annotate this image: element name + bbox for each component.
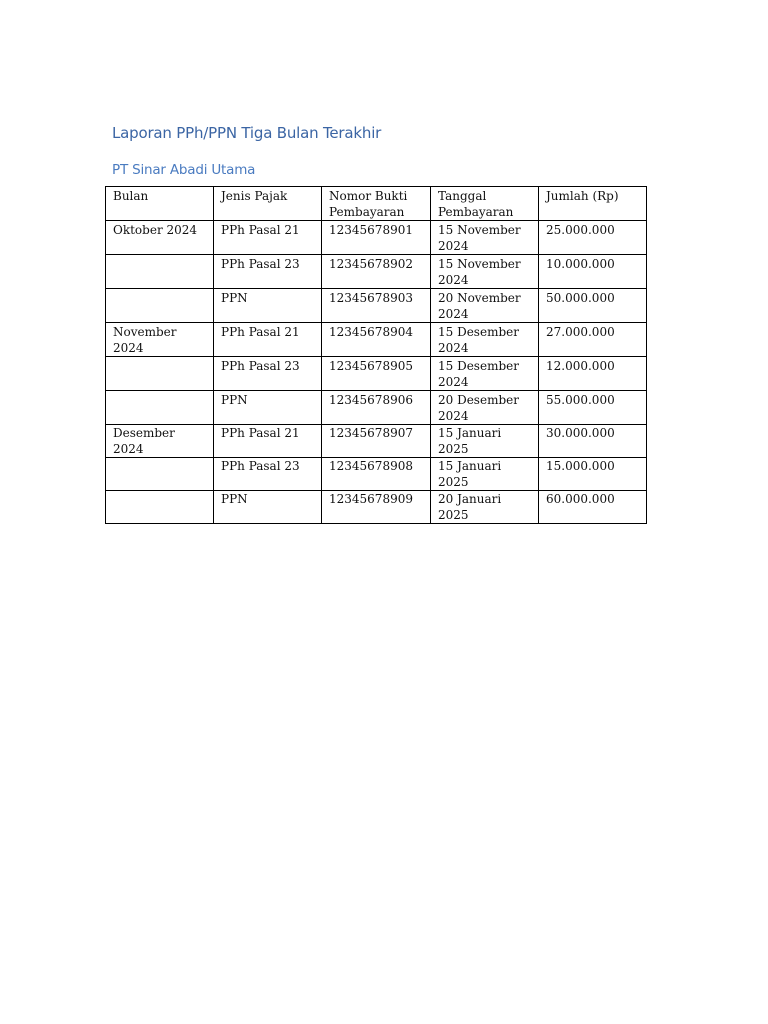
cell-tanggal: 15 Januari 2025 (431, 425, 539, 458)
cell-tanggal: 20 November 2024 (431, 289, 539, 323)
cell-jumlah: 15.000.000 (539, 458, 647, 491)
cell-jumlah: 55.000.000 (539, 391, 647, 425)
cell-jenis-pajak: PPh Pasal 23 (214, 458, 322, 491)
cell-bulan (106, 458, 214, 491)
cell-nomor-bukti: 12345678904 (322, 323, 431, 357)
cell-bulan (106, 491, 214, 524)
cell-tanggal: 15 Desember 2024 (431, 323, 539, 357)
table-row (106, 425, 647, 458)
cell-bulan: Desember 2024 (106, 425, 214, 458)
cell-bulan (106, 391, 214, 425)
cell-nomor-bukti: 12345678902 (322, 255, 431, 289)
table-row (106, 289, 647, 323)
cell-tanggal: 15 Januari 2025 (431, 458, 539, 491)
table-row (106, 255, 647, 289)
cell-jumlah: 10.000.000 (539, 255, 647, 289)
cell-tanggal: 20 Desember 2024 (431, 391, 539, 425)
cell-jenis-pajak: PPN (214, 391, 322, 425)
cell-jumlah: 60.000.000 (539, 491, 647, 524)
tax-report-table (105, 186, 647, 524)
cell-tanggal: 20 Januari 2025 (431, 491, 539, 524)
table-row (106, 491, 647, 524)
cell-nomor-bukti: 12345678908 (322, 458, 431, 491)
cell-tanggal: 15 Desember 2024 (431, 357, 539, 391)
cell-nomor-bukti: 12345678903 (322, 289, 431, 323)
cell-nomor-bukti: 12345678906 (322, 391, 431, 425)
cell-jumlah: 27.000.000 (539, 323, 647, 357)
cell-bulan: November 2024 (106, 323, 214, 357)
cell-nomor-bukti: 12345678905 (322, 357, 431, 391)
cell-jumlah: 25.000.000 (539, 221, 647, 255)
header-nomor-bukti: Nomor Bukti Pembayaran (322, 187, 431, 221)
cell-tanggal: 15 November 2024 (431, 255, 539, 289)
cell-tanggal: 15 November 2024 (431, 221, 539, 255)
cell-jumlah: 30.000.000 (539, 425, 647, 458)
cell-nomor-bukti: 12345678909 (322, 491, 431, 524)
cell-jenis-pajak: PPN (214, 289, 322, 323)
cell-bulan (106, 289, 214, 323)
table-row (106, 357, 647, 391)
table-header-row (106, 187, 647, 221)
header-bulan: Bulan (106, 187, 214, 221)
header-tanggal: Tanggal Pembayaran (431, 187, 539, 221)
cell-bulan (106, 357, 214, 391)
cell-bulan: Oktober 2024 (106, 221, 214, 255)
table-row (106, 221, 647, 255)
table-row (106, 391, 647, 425)
table-row (106, 458, 647, 491)
cell-nomor-bukti: 12345678901 (322, 221, 431, 255)
cell-jenis-pajak: PPh Pasal 21 (214, 221, 322, 255)
company-name: PT Sinar Abadi Utama (112, 162, 256, 178)
table-row (106, 323, 647, 357)
cell-jenis-pajak: PPh Pasal 23 (214, 357, 322, 391)
cell-bulan (106, 255, 214, 289)
cell-jumlah: 12.000.000 (539, 357, 647, 391)
cell-jenis-pajak: PPh Pasal 21 (214, 323, 322, 357)
cell-jumlah: 50.000.000 (539, 289, 647, 323)
header-jenis-pajak: Jenis Pajak (214, 187, 322, 221)
header-jumlah: Jumlah (Rp) (539, 187, 647, 221)
cell-jenis-pajak: PPh Pasal 23 (214, 255, 322, 289)
document-title: Laporan PPh/PPN Tiga Bulan Terakhir (112, 124, 382, 142)
cell-nomor-bukti: 12345678907 (322, 425, 431, 458)
cell-jenis-pajak: PPh Pasal 21 (214, 425, 322, 458)
cell-jenis-pajak: PPN (214, 491, 322, 524)
